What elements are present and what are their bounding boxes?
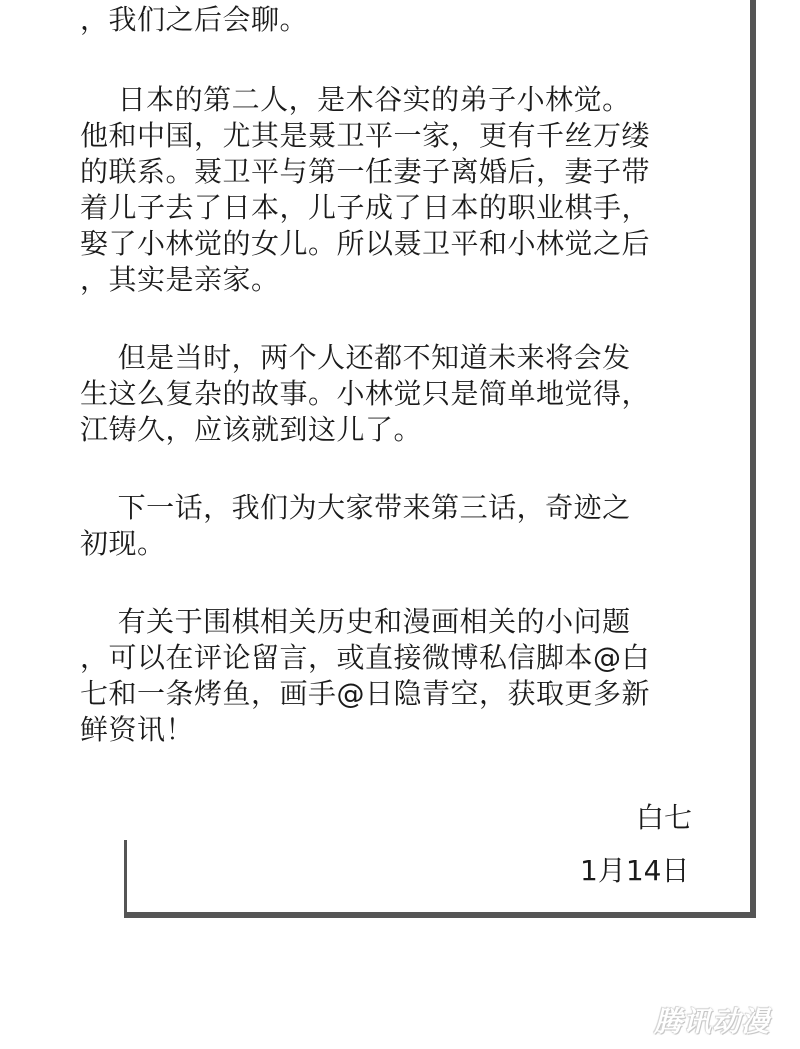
paragraph-4: 下一话，我们为大家带来第三话，奇迹之 初现。 [80,491,631,560]
paragraph-5: 有关于围棋相关历史和漫画相关的小问题 ，可以在评论留言，或直接微博私信脚本@白 七和一条烤鱼，画手@日隐青空，获取更多新 鲜资讯！ [80,605,651,746]
signature-date: 1月14日 [580,854,690,887]
frame-border-left [124,840,127,918]
signature-author: 白七 [636,801,693,834]
frame-border-bottom [124,912,756,918]
watermark-logo: 腾讯动漫 [654,1005,771,1038]
paragraph-2: 日本的第二人，是木谷实的弟子小林觉。 他和中国，尤其是聂卫平一家，更有千丝万缕 的联系。聂卫平与第一任妻子离婚后，妻子带 着儿子去了日本，儿子成了日本的职业棋手， 娶了小林觉的女儿。所以聂卫平和小林觉之后 ，其实是亲家。 [80,83,651,296]
frame-border-right [750,0,756,918]
paragraph-1: ，我们之后会聊。 [80,3,309,36]
paragraph-3: 但是当时，两个人还都不知道未来将会发 生这么复杂的故事。小林觉只是简单地觉得， 江铸久，应该就到这儿了。 [80,341,651,446]
